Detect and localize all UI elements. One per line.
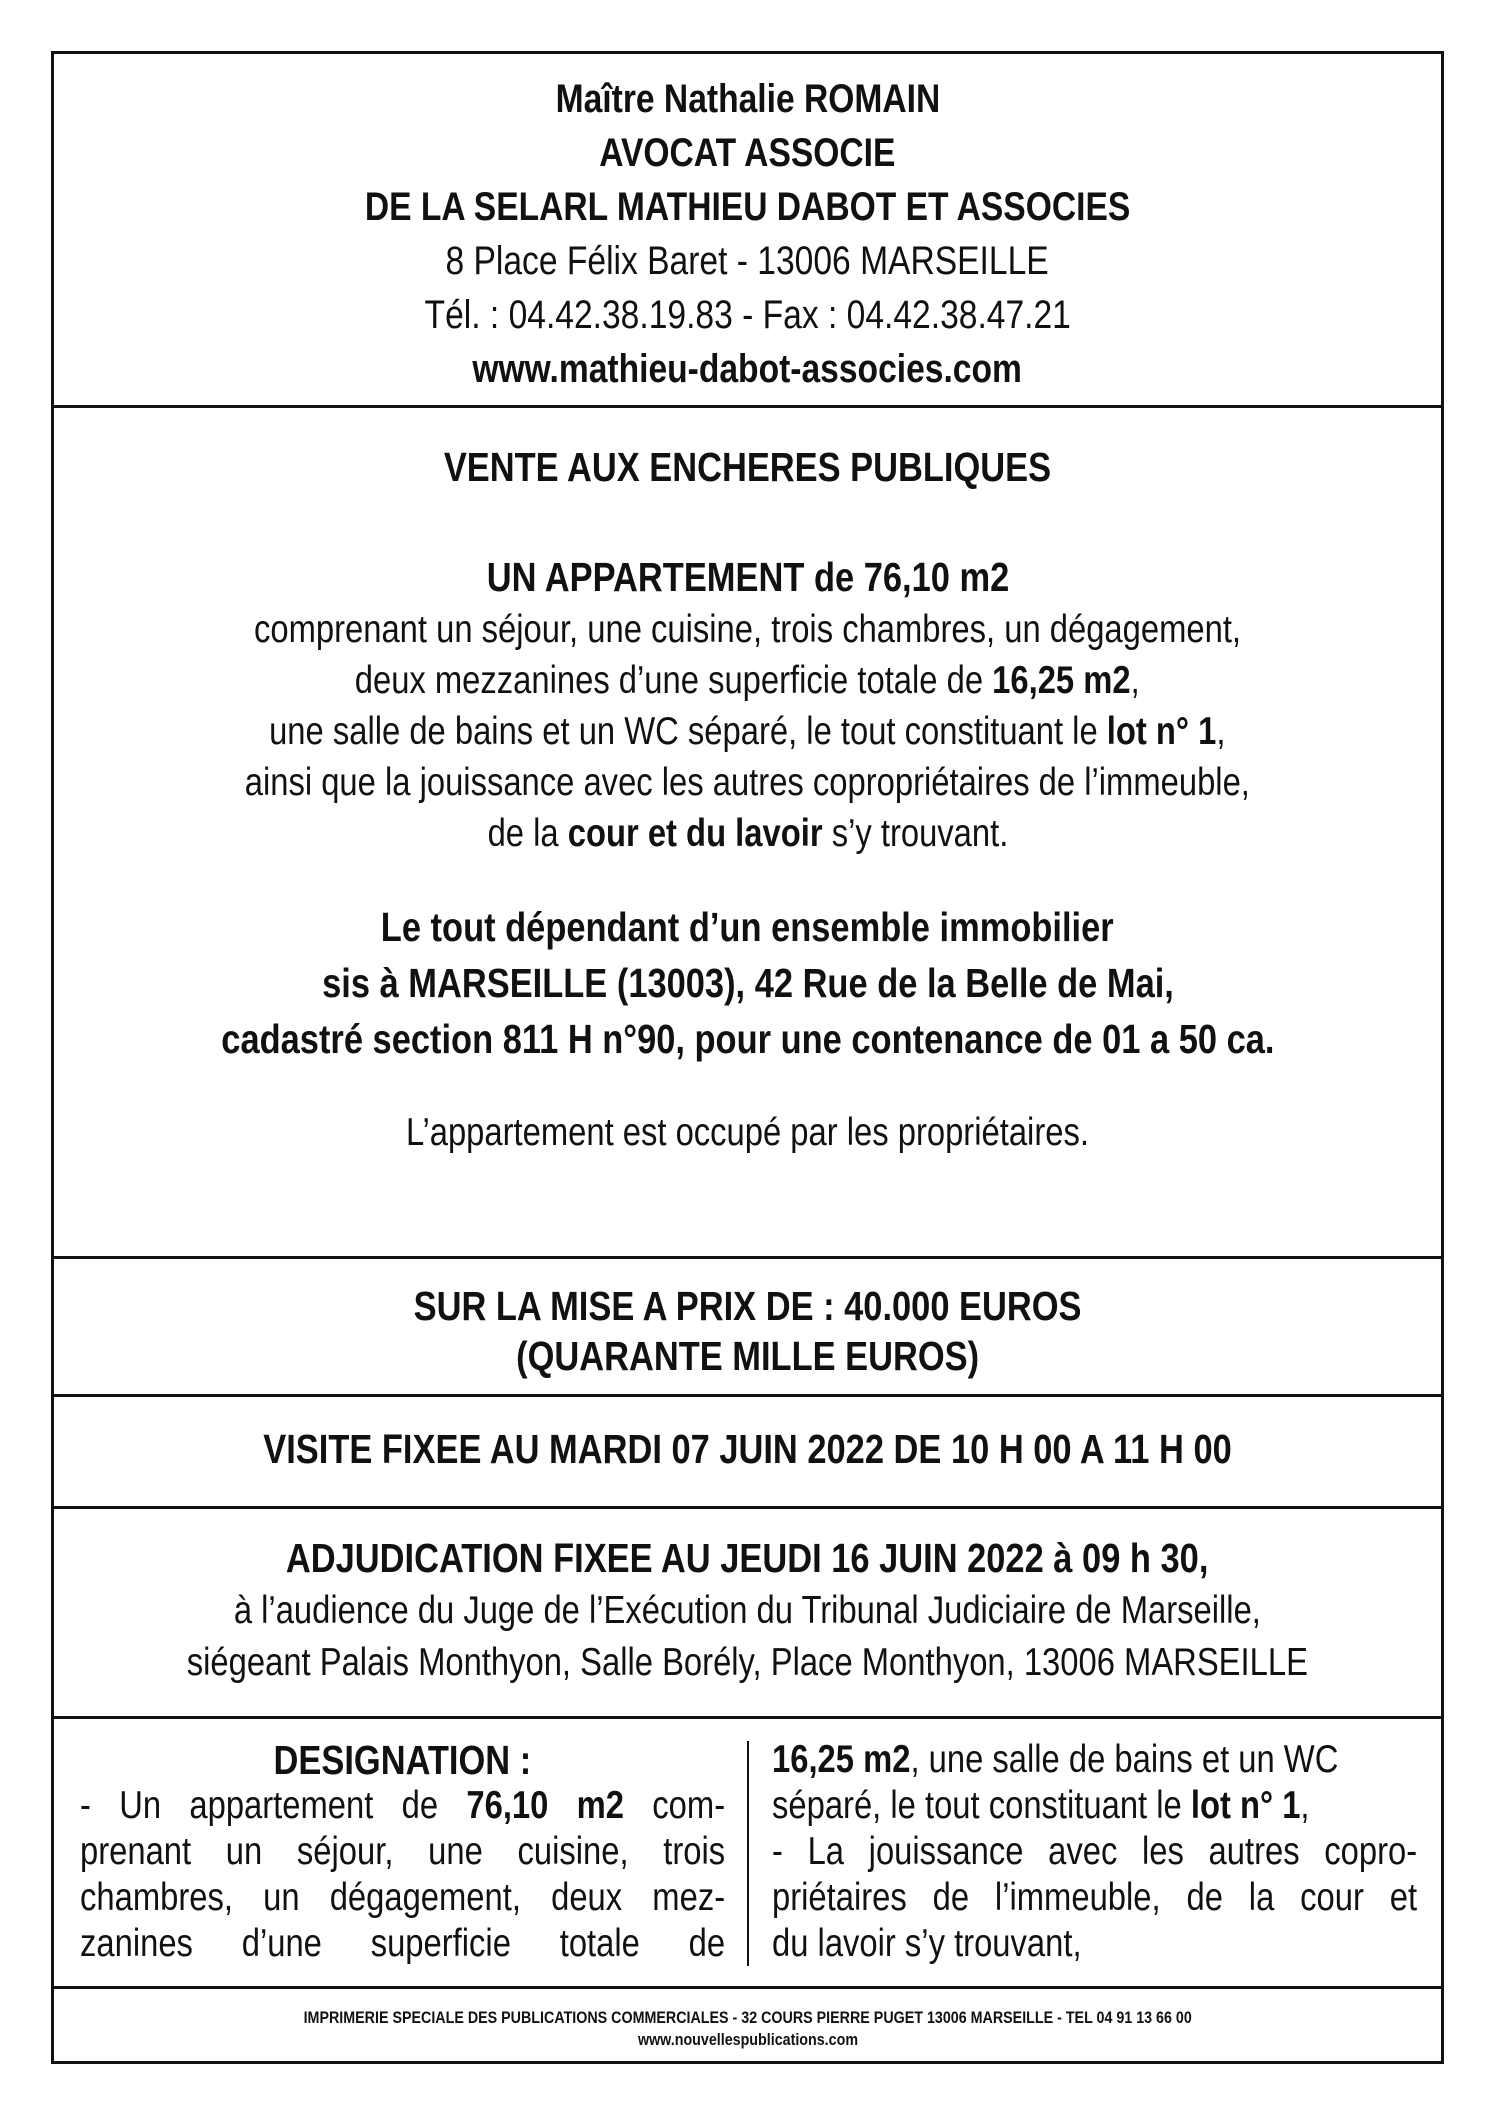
designation-right-line-1: 16,25 m2, une salle de bains et un WC	[772, 1738, 1339, 1781]
adjudication-line-2: siégeant Palais Monthyon, Salle Borély, Place Monthyon, 13006 MARSEILLE	[186, 1641, 1309, 1684]
property-subtitle: UN APPARTEMENT de 76,10 m2	[486, 554, 1009, 600]
price-line-2: (QUARANTE MILLE EUROS)	[515, 1333, 979, 1379]
visit-line: VISITE FIXEE AU MARDI 07 JUIN 2022 DE 10 H 00 A 11 H 00	[263, 1426, 1232, 1472]
desc-line-4: ainsi que la jouissance avec les autres copropriétaires de l’immeuble,	[244, 761, 1251, 804]
desc-line-1: comprenant un séjour, une cuisine, trois chambres, un dégagement,	[253, 608, 1242, 651]
notice-frame	[51, 51, 1444, 2064]
designation-right-line-3: - La jouissance avec les autres copro-	[772, 1830, 1418, 1873]
designation-left-line-2: prenant un séjour, une cuisine, trois	[80, 1830, 726, 1873]
sale-title: VENTE AUX ENCHERES PUBLIQUES	[443, 444, 1052, 490]
visit-schedule	[54, 1397, 1441, 1509]
location-line-1: Le tout dépendant d’un ensemble immobilier	[381, 904, 1114, 950]
designation-right-line-5: du lavoir s’y trouvant,	[772, 1922, 1082, 1965]
designation-left-line-1: - Un appartement de 76,10 m2 com-	[80, 1784, 726, 1827]
desc-line-2: deux mezzanines d’une superficie totale de 16,25 m2,	[355, 659, 1140, 702]
firm-address: 8 Place Félix Baret - 13006 MARSEILLE	[445, 239, 1050, 283]
lawyer-role: AVOCAT ASSOCIE	[599, 131, 896, 175]
column-divider	[747, 1741, 749, 1966]
firm-website: www.mathieu-dabot-associes.com	[472, 347, 1023, 391]
designation-right-column	[772, 1737, 1417, 1967]
printer-website: www.nouvellespublications.com	[637, 2030, 858, 2049]
law-firm: DE LA SELARL MATHIEU DABOT ET ASSOCIES	[364, 185, 1131, 229]
adjudication-title: ADJUDICATION FIXEE AU JEUDI 16 JUIN 2022 à 09 h 30,	[286, 1535, 1209, 1581]
adjudication-schedule	[54, 1509, 1441, 1719]
designation-section	[54, 1719, 1441, 1989]
desc-line-5: de la cour et du lavoir s’y trouvant.	[487, 812, 1008, 855]
adjudication-line-1: à l’audience du Juge de l’Exécution du Tribunal Judiciaire de Marseille,	[233, 1589, 1262, 1632]
designation-left-column	[80, 1737, 725, 1967]
location-line-2: sis à MARSEILLE (13003), 42 Rue de la Belle de Mai,	[321, 960, 1174, 1006]
price-line-1: SUR LA MISE A PRIX DE : 40.000 EUROS	[413, 1283, 1082, 1329]
location-line-3: cadastré section 811 H n°90, pour une contenance de 01 a 50 ca.	[220, 1016, 1275, 1062]
designation-right-line-2: séparé, le tout constituant le lot n° 1,	[772, 1784, 1310, 1827]
lawyer-header	[54, 54, 1441, 408]
occupancy-note: L’appartement est occupé par les propriétaires.	[406, 1111, 1089, 1154]
firm-phone-fax: Tél. : 04.42.38.19.83 - Fax : 04.42.38.47.21	[424, 293, 1071, 337]
property-description	[54, 408, 1441, 1259]
lawyer-name: Maître Nathalie ROMAIN	[555, 77, 940, 121]
printer-info: IMPRIMERIE SPECIALE DES PUBLICATIONS COMMERCIALES - 32 COURS PIERRE PUGET 13006 MARSEILLE - TEL 04 91 13 66 00	[303, 2008, 1192, 2027]
designation-left-line-3: chambres, un dégagement, deux mez-	[80, 1876, 726, 1919]
printer-footer	[54, 1989, 1441, 2061]
reserve-price	[54, 1259, 1441, 1397]
designation-right-line-4: priétaires de l’immeuble, de la cour et	[772, 1876, 1418, 1919]
desc-line-3: une salle de bains et un WC séparé, le tout constituant le lot n° 1,	[269, 710, 1226, 753]
designation-title: DESIGNATION :	[273, 1737, 532, 1783]
designation-left-line-4: zanines d’une superficie totale de	[80, 1922, 726, 1965]
